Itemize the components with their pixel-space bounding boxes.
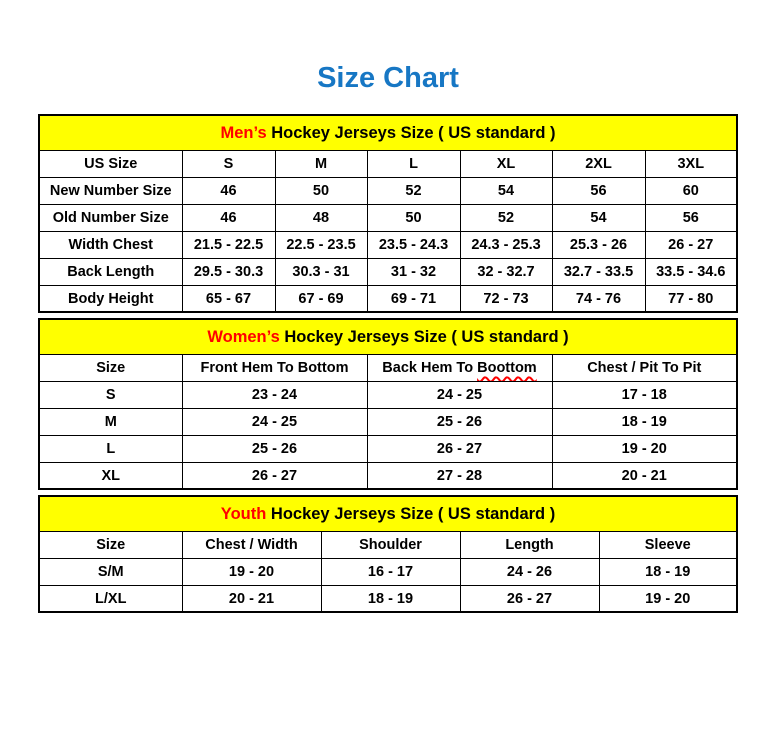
table-cell: 21.5 - 22.5 <box>182 231 275 258</box>
table-row <box>39 258 737 285</box>
table-cell: 24 - 25 <box>367 381 552 408</box>
table-cell: 20 - 21 <box>552 462 737 489</box>
table-cell: 18 - 19 <box>599 558 737 585</box>
womens-size-table <box>38 318 738 490</box>
table-cell: 46 <box>182 177 275 204</box>
youth-section-title-highlight: Youth <box>220 504 267 523</box>
table-cell: 26 - 27 <box>182 462 367 489</box>
table-cell: 46 <box>182 204 275 231</box>
row-label: M <box>39 408 182 435</box>
womens-section-title <box>39 319 737 354</box>
table-cell: 24 - 25 <box>182 408 367 435</box>
row-label: S <box>39 381 182 408</box>
womens-section-title-highlight: Women’s <box>207 327 280 346</box>
youth-col-header: Shoulder <box>321 531 460 558</box>
table-cell: 67 - 69 <box>275 285 367 312</box>
womens-col-header: Front Hem To Bottom <box>182 354 367 381</box>
womens-col-header-misspelled-word: Boottom <box>477 359 537 376</box>
table-cell: 32 - 32.7 <box>460 258 552 285</box>
table-row <box>39 381 737 408</box>
row-label: L <box>39 435 182 462</box>
row-label: Width Chest <box>39 231 182 258</box>
table-cell: 22.5 - 23.5 <box>275 231 367 258</box>
table-cell: 19 - 20 <box>182 558 321 585</box>
table-row <box>39 285 737 312</box>
table-cell: 17 - 18 <box>552 381 737 408</box>
table-cell: 56 <box>645 204 737 231</box>
table-row <box>39 204 737 231</box>
mens-size-table <box>38 114 738 313</box>
mens-col-header: M <box>275 150 367 177</box>
table-cell: 74 - 76 <box>552 285 645 312</box>
row-label: L/XL <box>39 585 182 612</box>
table-cell: 18 - 19 <box>321 585 460 612</box>
table-cell: 19 - 20 <box>552 435 737 462</box>
womens-section-title-rest: Hockey Jerseys Size ( US standard ) <box>284 327 569 346</box>
table-cell: 20 - 21 <box>182 585 321 612</box>
youth-section-header <box>39 496 737 531</box>
table-cell: 50 <box>275 177 367 204</box>
mens-col-header: L <box>367 150 460 177</box>
table-cell: 23 - 24 <box>182 381 367 408</box>
table-cell: 77 - 80 <box>645 285 737 312</box>
youth-col-header: Sleeve <box>599 531 737 558</box>
youth-section-title-rest: Hockey Jerseys Size ( US standard ) <box>270 504 556 523</box>
table-cell: 23.5 - 24.3 <box>367 231 460 258</box>
youth-col-header: Chest / Width <box>182 531 321 558</box>
mens-col-header: US Size <box>39 150 182 177</box>
table-cell: 32.7 - 33.5 <box>552 258 645 285</box>
youth-size-table <box>38 495 738 613</box>
table-cell: 19 - 20 <box>599 585 737 612</box>
mens-col-header: 2XL <box>552 150 645 177</box>
table-cell: 56 <box>552 177 645 204</box>
mens-section-header <box>39 115 737 150</box>
table-cell: 26 - 27 <box>645 231 737 258</box>
table-row <box>39 585 737 612</box>
row-label: S/M <box>39 558 182 585</box>
womens-col-header: Size <box>39 354 182 381</box>
row-label: Body Height <box>39 285 182 312</box>
youth-col-header: Length <box>460 531 599 558</box>
table-cell: 26 - 27 <box>460 585 599 612</box>
table-cell: 72 - 73 <box>460 285 552 312</box>
youth-col-header: Size <box>39 531 182 558</box>
table-cell: 26 - 27 <box>367 435 552 462</box>
mens-col-header: S <box>182 150 275 177</box>
table-cell: 54 <box>460 177 552 204</box>
row-label: Back Length <box>39 258 182 285</box>
table-row <box>39 177 737 204</box>
mens-section-title <box>39 115 737 150</box>
table-cell: 60 <box>645 177 737 204</box>
womens-section-header <box>39 319 737 354</box>
youth-header-row <box>39 531 737 558</box>
mens-col-header: 3XL <box>645 150 737 177</box>
table-row <box>39 231 737 258</box>
table-cell: 25 - 26 <box>182 435 367 462</box>
mens-section-title-rest: Hockey Jerseys Size ( US standard ) <box>271 123 556 142</box>
womens-col-header <box>367 354 552 381</box>
table-cell: 24.3 - 25.3 <box>460 231 552 258</box>
table-row <box>39 408 737 435</box>
table-cell: 65 - 67 <box>182 285 275 312</box>
table-cell: 29.5 - 30.3 <box>182 258 275 285</box>
table-cell: 52 <box>367 177 460 204</box>
table-cell: 16 - 17 <box>321 558 460 585</box>
table-row <box>39 462 737 489</box>
mens-header-row <box>39 150 737 177</box>
table-cell: 31 - 32 <box>367 258 460 285</box>
mens-section-title-highlight: Men’s <box>220 123 267 142</box>
womens-col-header-back-prefix: Back Hem To <box>382 359 474 376</box>
table-cell: 54 <box>552 204 645 231</box>
youth-section-title <box>39 496 737 531</box>
table-cell: 50 <box>367 204 460 231</box>
table-cell: 27 - 28 <box>367 462 552 489</box>
row-label: XL <box>39 462 182 489</box>
table-cell: 25 - 26 <box>367 408 552 435</box>
table-cell: 25.3 - 26 <box>552 231 645 258</box>
table-cell: 30.3 - 31 <box>275 258 367 285</box>
table-row <box>39 435 737 462</box>
table-cell: 69 - 71 <box>367 285 460 312</box>
womens-header-row <box>39 354 737 381</box>
table-cell: 48 <box>275 204 367 231</box>
table-cell: 52 <box>460 204 552 231</box>
table-cell: 33.5 - 34.6 <box>645 258 737 285</box>
table-cell: 24 - 26 <box>460 558 599 585</box>
row-label: Old Number Size <box>39 204 182 231</box>
table-cell: 18 - 19 <box>552 408 737 435</box>
mens-col-header: XL <box>460 150 552 177</box>
table-row <box>39 558 737 585</box>
womens-col-header: Chest / Pit To Pit <box>552 354 737 381</box>
row-label: New Number Size <box>39 177 182 204</box>
page-title: Size Chart <box>317 62 459 94</box>
size-chart-page <box>38 62 738 613</box>
